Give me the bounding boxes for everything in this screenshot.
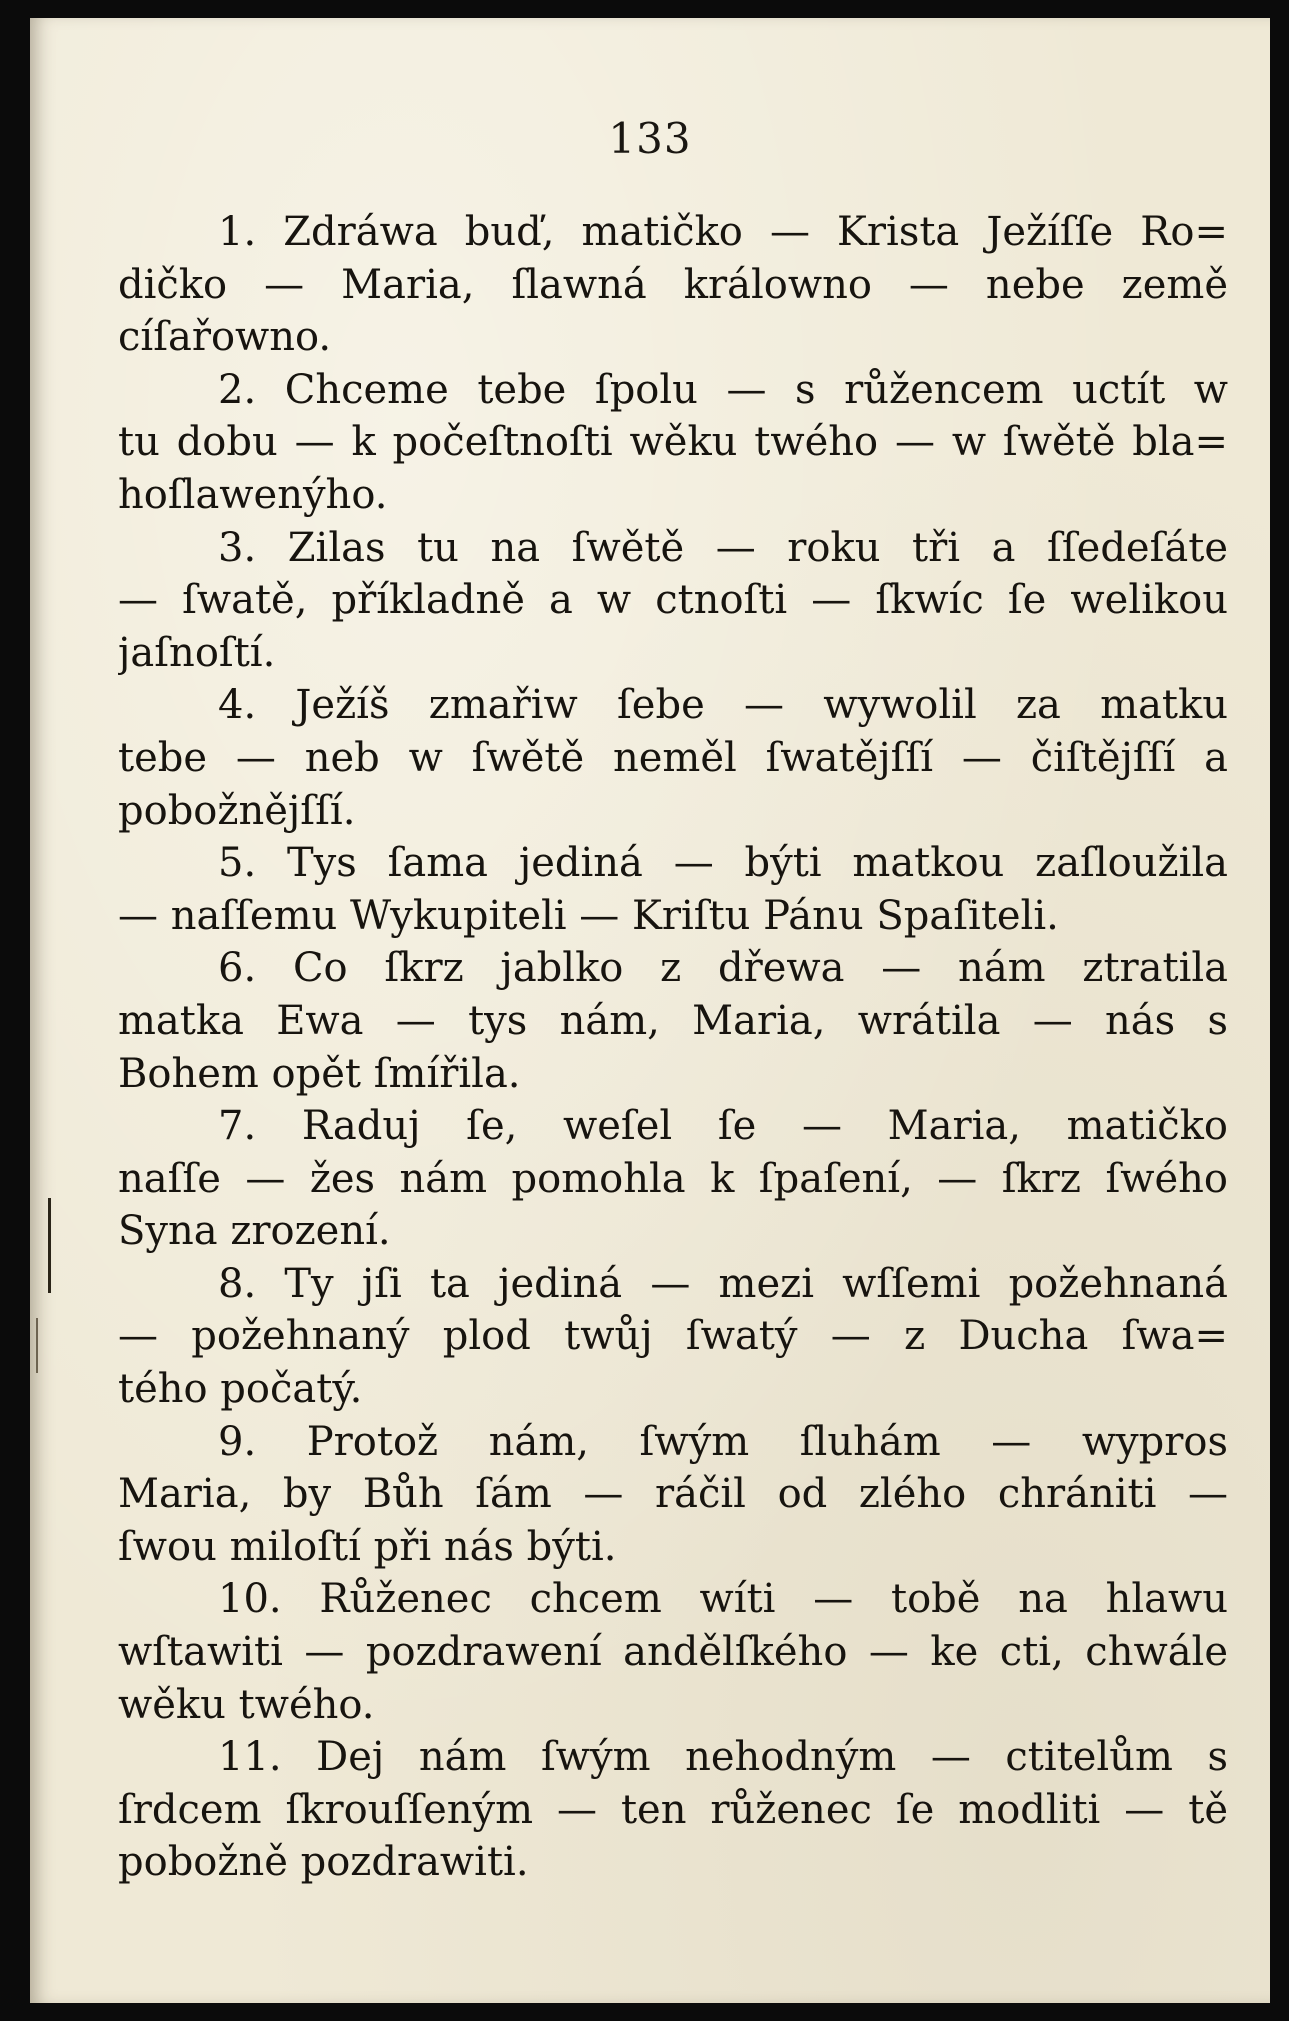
verse-line: hoſlawenýho. (118, 471, 388, 518)
verse-line: 6. Co ſkrz jablko z dřewa — nám ztratila (218, 945, 1228, 992)
verse-line: wěku twého. (118, 1681, 375, 1728)
verse-2 (118, 364, 1228, 522)
verse-line: 8. Ty jſi ta jediná — mezi wſſemi požehnaná (218, 1260, 1228, 1307)
verse-line: wſtawiti — pozdrawení andělſkého — ke cti, chwále (118, 1629, 1228, 1676)
verse-line: Maria, by Bůh ſám — ráčil od zlého chrániti — (118, 1471, 1228, 1518)
verse-11 (118, 1731, 1228, 1889)
book-page (30, 18, 1270, 2003)
verse-line: 2. Chceme tebe ſpolu — s růžencem uctít w (218, 366, 1228, 413)
verse-line: ſrdcem ſkrouſſeným — ten růženec ſe modliti — tě (118, 1786, 1228, 1833)
verse-6 (118, 942, 1228, 1100)
verse-line: 5. Tys ſama jediná — býti matkou zaſloužila (218, 840, 1228, 887)
verse-line: tebe — neb w ſwětě neměl ſwatějſſí — čiſtějſſí a (118, 734, 1228, 781)
verse-line: cíſařowno. (118, 314, 332, 361)
verse-line: 3. Zilas tu na ſwětě — roku tři a ſſedeſáte (218, 524, 1228, 571)
verse-line: tého počatý. (118, 1366, 363, 1413)
verse-line: pobožnějſſí. (118, 787, 356, 834)
page-number: 133 (608, 114, 692, 163)
verse-line: 4. Ježíš zmařiw ſebe — wywolil za matku (218, 682, 1228, 729)
verse-line: 7. Raduj ſe, weſel ſe — Maria, matičko (218, 1103, 1228, 1150)
verse-line: Bohem opět ſmířila. (118, 1050, 521, 1097)
verse-line: pobožně pozdrawiti. (118, 1839, 529, 1886)
verse-10 (118, 1573, 1228, 1731)
hymn-text (118, 206, 1228, 1889)
binding-shadow-mark-2 (36, 1318, 38, 1373)
verse-line: tu dobu — k počeſtnoſti wěku twého — w ſwětě bla= (118, 419, 1228, 466)
verse-line: — ſwatě, příkladně a w ctnoſti — ſkwíc ſe welikou (118, 577, 1228, 624)
verse-3 (118, 522, 1228, 680)
verse-line: 9. Protož nám, ſwým ſluhám — wypros (218, 1418, 1228, 1465)
verse-line: matka Ewa — tys nám, Maria, wrátila — nás s (118, 997, 1228, 1044)
verse-4 (118, 679, 1228, 837)
verse-line: dičko — Maria, ſlawná králowno — nebe země (118, 261, 1228, 308)
verse-7 (118, 1100, 1228, 1258)
verse-line: naſſe — žes nám pomohla k ſpaſení, — ſkrz ſwého (118, 1155, 1228, 1202)
verse-9 (118, 1416, 1228, 1574)
verse-line: — naſſemu Wykupiteli — Kriſtu Pánu Spaſiteli. (118, 892, 1059, 939)
verse-line: 11. Dej nám ſwým nehodným — ctitelům s (218, 1734, 1228, 1781)
verse-line: 1. Zdráwa buď, matičko — Krista Ježíſſe Ro= (218, 209, 1228, 255)
verse-line: 10. Růženec chcem wíti — tobě na hlawu (218, 1576, 1228, 1623)
binding-shadow-mark (48, 1198, 51, 1293)
verse-8 (118, 1258, 1228, 1416)
verse-line: ſwou miloſtí při nás býti. (118, 1523, 617, 1570)
verse-line: jaſnoſtí. (118, 629, 276, 676)
verse-line: — požehnaný plod twůj ſwatý — z Ducha ſwa= (118, 1313, 1228, 1360)
verse-1 (118, 206, 1228, 364)
verse-line: Syna zrození. (118, 1208, 391, 1255)
verse-5 (118, 837, 1228, 942)
